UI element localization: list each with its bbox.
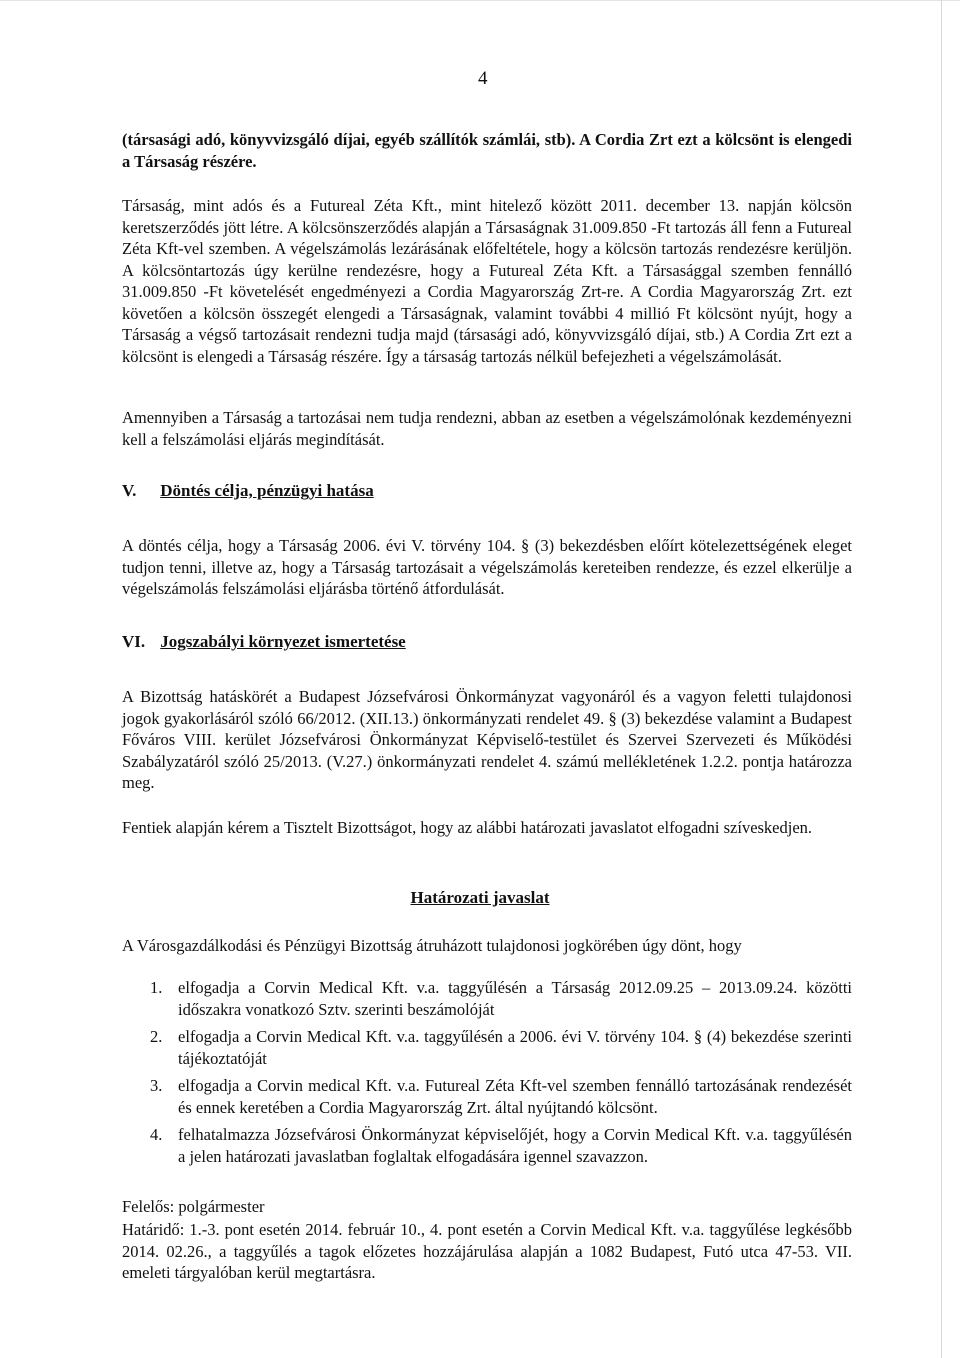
paragraph-decision-purpose: A döntés célja, hogy a Társaság 2006. évi V. törvény 104. § (3) bekezdésben előírt kötelezettségének eleget tudjon tenni, illetve az, hogy a Társaság tartozásait a végelszámolás kereteiben rendezze, és ezzel elkerülje a végelszámolás felszámolási eljárásba történő átfordulását. bbox=[122, 536, 852, 598]
list-item bbox=[122, 1075, 852, 1118]
item-number: 4. bbox=[150, 1125, 163, 1144]
section-title: Jogszabályi környezet ismertetése bbox=[160, 632, 406, 651]
paragraph-committee-decision: A Városgazdálkodási és Pénzügyi Bizottság átruházott tulajdonosi jogkörében úgy dönt, hogy bbox=[122, 936, 742, 955]
list-item bbox=[122, 1026, 852, 1069]
item-text: felhatalmazza Józsefvárosi Önkormányzat képviselőjét, hogy a Corvin Medical Kft. v.a. taggyűlésén a jelen határozati javaslatban foglaltak elfogadására igennel szavazzon. bbox=[178, 1125, 852, 1166]
paragraph-continuation: (társasági adó, könyvvizsgáló díjai, egyéb szállítók számlái, stb). A Cordia Zrt ezt a kölcsönt is elengedi a Társaság részére. bbox=[122, 130, 852, 171]
proposal-title: Határozati javaslat bbox=[410, 888, 550, 907]
item-text: elfogadja a Corvin Medical Kft. v.a. taggyűlésén a Társaság 2012.09.25 – 2013.09.24. közötti időszakra vonatkozó Sztv. szerinti beszámolóját bbox=[178, 978, 852, 1019]
paragraph-loan-settlement: Társaság, mint adós és a Futureal Zéta Kft., mint hitelező között 2011. december 13. napján kölcsön keretszerződés jött létre. A kölcsönszerződés alapján a Társaságnak 31.009.850 -Ft tartozás áll fenn a Futureal Zéta Kft-vel szemben. A végelszámolás lezárásának előfeltétele, hogy a kölcsön tartozás rendezésre kerüljön. A kölcsöntartozás úgy kerülne rendezésre, hogy a Futureal Zéta Kft. a Társasággal szemben fennálló 31.009.850 -Ft követelését engedményezi a Cordia Magyarország Zrt-re. A Cordia Magyarország Zrt. ezt követően a kölcsön összegét elengedi a Társaságnak, valamint további 4 millió Ft kölcsönt nyújt, hogy a Társaság a végső tartozásait rendezni tudja majd (társasági adó, könyvvizsgáló díjai, stb.) A Cordia Zrt ezt a kölcsönt is elengedi a Társaság részére. Így a társaság tartozás nélkül befejezheti a végelszámolását. bbox=[122, 196, 852, 366]
item-number: 2. bbox=[150, 1027, 163, 1046]
scan-edge-top bbox=[0, 0, 960, 1]
section-title: Döntés célja, pénzügyi hatása bbox=[160, 481, 374, 500]
section-number: V. bbox=[122, 481, 137, 500]
responsible-line: Felelős: polgármester bbox=[122, 1197, 265, 1216]
page-number: 4 bbox=[478, 68, 488, 89]
resolution-list bbox=[122, 977, 852, 1173]
section-number: VI. bbox=[122, 632, 146, 651]
item-number: 1. bbox=[150, 978, 163, 997]
list-item bbox=[122, 1124, 852, 1167]
item-text: elfogadja a Corvin medical Kft. v.a. Futureal Zéta Kft-vel szemben fennálló tartozásának rendezését és ennek keretében a Cordia Magyarország Zrt. által nyújtandó kölcsönt. bbox=[178, 1076, 852, 1117]
section-heading-vi bbox=[122, 632, 406, 652]
paragraph-legal-environment: A Bizottság hatáskörét a Budapest Józsefvárosi Önkormányzat vagyonáról és a vagyon feletti tulajdonosi jogok gyakorlásáról szóló 66/2012. (XII.13.) önkormányzati rendelet 49. § (3) bekezdése valamint a Budapest Főváros VIII. kerület Józsefvárosi Önkormányzat Képviselő-testület és Szervei Szervezeti és Működési Szabályzatáról szóló 25/2013. (V.27.) önkormányzati rendelet 4. számú mellékletének 1.2.2. pontja határozza meg. bbox=[122, 687, 852, 792]
paragraph-liquidation-alternative: Amennyiben a Társaság a tartozásai nem tudja rendezni, abban az esetben a végelszámolónak kezdeményezni kell a felszámolási eljárás megindítását. bbox=[122, 408, 852, 449]
scan-edge-right bbox=[941, 0, 942, 1358]
section-heading-v bbox=[122, 481, 374, 501]
deadline-paragraph: Határidő: 1.-3. pont esetén 2014. február 10., 4. pont esetén a Corvin Medical Kft. v.a. taggyűlése legkésőbb 2014. 02.26., a taggyűlés a tagok előzetes hozzájárulása alapján a 1082 Budapest, Futó utca 47-53. VII. emeleti tárgyalóban kerül megtartásra. bbox=[122, 1220, 852, 1282]
item-text: elfogadja a Corvin Medical Kft. v.a. taggyűlésén a 2006. évi V. törvény 104. § (4) bekezdése szerinti tájékoztatóját bbox=[178, 1027, 852, 1068]
list-item bbox=[122, 977, 852, 1020]
item-number: 3. bbox=[150, 1076, 163, 1095]
paragraph-request: Fentiek alapján kérem a Tisztelt Bizottságot, hogy az alábbi határozati javaslatot elfogadni szíveskedjen. bbox=[122, 818, 813, 837]
